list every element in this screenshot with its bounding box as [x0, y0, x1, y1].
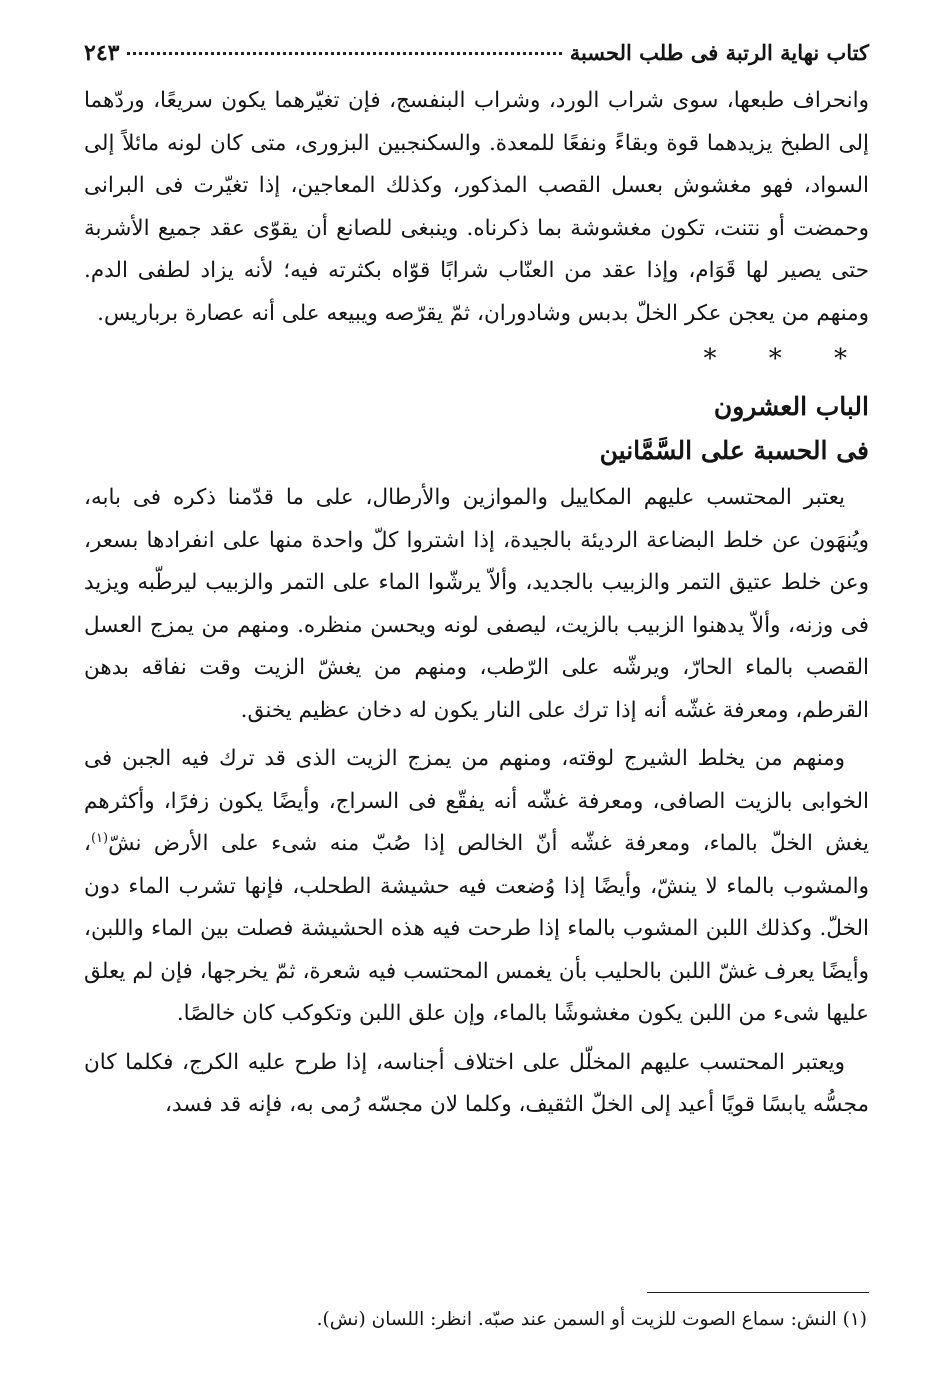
intro-paragraph: وانحراف طبعها، سوى شراب الورد، وشراب البنفسج، فإن تغيّرهما يكون سريعًا، وردّهما إلى الطبخ يزيدهما قوة وبقاءً ونفعًا للمعدة. والسكنجبين البزورى، متى كان لونه مائلاً إلى السواد، فهو مغشوش بعسل القصب المذكور، وكذلك المعاجين، إذا تغيّرت فى البرانى وحمضت أو نتنت، تكون مغشوشة بما ذكرناه. وينبغى للصانع أن يقوّى عقد جميع الأشربة حتى يصير لها قَوَام، وإذا عقد من العنّاب شرابًا قوّاه بكثرته فيه؛ لأنه يزاد لطفى الدم. ومنهم من يعجن عكر الخلّ بدبس وشادوران، ثمّ يقرّصه ويبيعه على أنه عصارة برباريس.: [84, 88, 869, 326]
section-separator: * * *: [703, 344, 869, 374]
paragraph-2-part-2: ، والمشوب بالماء لا ينشّ، وأيضًا إذا وُضعت فيه حشيشة الطحلب، فإنها تشرب الماء دون الخلّ. وكذلك اللبن المشوب بالماء إذا طرحت فيه هذه الحشيشة فصلت بين الماء واللبن، وأيضًا يعرف غشّ اللبن بالحليب بأن يغمس المحتسب فيه شعرة، ثمّ يخرجها، فإن لم يعلق عليها شىء من اللبن يكون مغشوشًا بالماء، وإن علق اللبن وتكوكب كان خالصًا.: [84, 831, 869, 1026]
paragraph-2: [84, 738, 869, 1036]
chapter-title: الباب العشرون: [713, 392, 869, 421]
footnote-rule: [647, 1292, 869, 1293]
running-header-title: كتاب نهاية الرتبة فى طلب الحسبة: [569, 40, 869, 65]
paragraph-3: ويعتبر المحتسب عليهم المخلّل على اختلاف أجناسه، إذا طرح عليه الكرج، فكلما كان مجسُّه يابسًا قويًا أعيد إلى الخلّ الثقيف، وكلما لان مجسّه رُمى به، فإنه قد فسد،: [84, 1049, 869, 1117]
page-number: ٢٤٣: [84, 40, 120, 66]
paragraph-2-part-1: ومنهم من يخلط الشيرج لوقته، ومنهم من يمزج الزيت الذى قد ترك فيه الجبن فى الخوابى بالزيت الصافى، ومعرفة غشّه أنه يفقّع فى السراج، وأيضًا يكون زفرًا، وأكثرهم يغش الخلّ بالماء، ومعرفة غشّه أنّ الخالص إذا صُبّ منه شىء على الأرض نشّ: [84, 746, 869, 856]
chapter-subtitle: فى الحسبة على السَّمَّانين: [599, 436, 869, 465]
paragraph-1: يعتبر المحتسب عليهم المكاييل والموازين والأرطال، على ما قدّمنا ذكره فى بابه، ويُنهَون عن خلط البضاعة الرديئة بالجيدة، إذا اشتروا كلّ واحدة منها على انفرادها بسعر، وعن خلط عتيق التمر والزبيب بالجديد، وألاّ يرشّوا الماء على التمر والزبيب ليرطّبه ويزيد فى وزنه، وألاّ يدهنوا الزبيب بالزيت، ليصفى لونه ويحسن منظره. ومنهم من يمزج العسل القصب بالماء الحارّ، ويرشّه على الرّطب، ومنهم من يغشّ الزيت وقت نفاقه بدهن القرطم، ومعرفة غشّه أنه إذا ترك على النار يكون له دخان عظيم يخنق.: [84, 485, 869, 723]
footnote-reference[interactable]: (١): [90, 830, 109, 846]
running-header: [84, 40, 869, 80]
main-text: [84, 80, 869, 1127]
header-leader-dots: [127, 52, 561, 55]
footnote-text: (١) النش: سماع الصوت للزيت أو السمن عند صبّه. انظر: اللسان (نش).: [316, 1309, 867, 1330]
